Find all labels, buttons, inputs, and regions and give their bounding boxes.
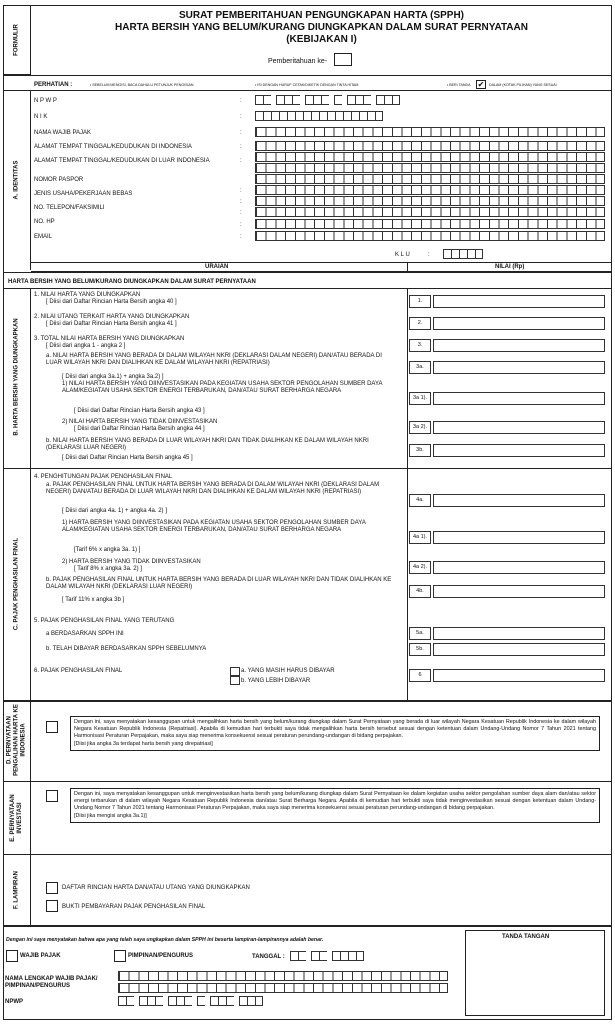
email-input[interactable] [255, 231, 605, 241]
c6-value[interactable] [433, 669, 605, 682]
section-c-value-divider [407, 468, 408, 700]
npwp-label: N P W P [34, 98, 57, 104]
jenis-usaha-colon: : [240, 199, 242, 205]
nik-label: N I K [34, 114, 48, 120]
c4a-value[interactable] [433, 494, 605, 507]
b3a2-number: 3a 2). [409, 421, 431, 434]
lampiran-1-label: DAFTAR RINCIAN HARTA DAN/ATAU UTANG YANG DIUNGKAPKAN [62, 885, 250, 891]
b3a-text: a. NILAI HARTA BERSIH YANG BERADA DI DALAM WILAYAH NKRI (DEKLARASI DALAM NEGERI) DAN/ATAU BERADA DI LUAR WILAYAH NKRI DAN DIALIHKAN KE DALAM WILAYAH NKRI (REPATRIASI) [46, 353, 382, 366]
check-example-box: ✔ [477, 80, 485, 89]
perhatian-note-3: • BERI TANDA [447, 83, 471, 87]
hp-input[interactable] [255, 219, 605, 229]
b3a1-sub: [ Diisi dari Daftar Rincian Harta Bersih angka 43 ] [74, 408, 205, 414]
b2-text: 2. NILAI UTANG TERKAIT HARTA YANG DIUNGKAPKAN [34, 314, 190, 320]
section-c-label: C. PAJAK PENGHASILAN FINAL [13, 537, 20, 631]
c5a-number: 5a. [409, 627, 431, 640]
title-line-3: (KEBIJAKAN I) [286, 34, 357, 45]
section-e-note: [Diisi jika mengisi angka 3a.1)] [74, 812, 147, 819]
npwp-colon: : [240, 98, 242, 104]
nama-input[interactable] [255, 127, 605, 137]
alamat-luar-input-2[interactable] [255, 174, 605, 184]
hp-colon: : [240, 222, 242, 228]
perhatian-label: PERHATIAN : [34, 82, 73, 88]
nik-colon: : [240, 114, 242, 120]
b2-number: 2. [409, 317, 431, 330]
c5-text: 5. PAJAK PENGHASILAN FINAL YANG TERUTANG [34, 618, 175, 624]
jenis-usaha-label: JENIS USAHA/PEKERJAAN BEBAS [34, 191, 133, 197]
b3a1-number: 3a 1). [409, 392, 431, 405]
perhatian-divider [3, 90, 612, 91]
nilai-header-divider [407, 262, 408, 272]
alamat-dalam-input-2[interactable] [255, 152, 605, 162]
pemberitahuan-label: Pemberitahuan ke- [268, 58, 328, 65]
nama-lengkap-input-2[interactable] [118, 983, 448, 993]
klu-label: K L U [395, 252, 410, 258]
telepon-label: NO. TELEPON/FAKSIMILI [34, 205, 105, 211]
alamat-luar-input-1[interactable] [255, 163, 605, 173]
b1-value[interactable] [433, 295, 605, 308]
c6a-label: a. YANG MASIH HARUS DIBAYAR [241, 668, 335, 674]
c4a2-number: 4a 2). [409, 561, 431, 574]
uraian-header: URAIAN [205, 264, 229, 270]
b3-number: 3. [409, 339, 431, 352]
b3b-value[interactable] [433, 444, 605, 457]
header-title [31, 10, 612, 46]
c6b-label: b. YANG LEBIH DIBAYAR [241, 678, 311, 684]
signature-box[interactable] [465, 930, 605, 1016]
nama-label: NAMA WAJIB PAJAK [34, 130, 92, 136]
section-d-note: [Diisi jika angka 3a terdapat harta bersih yang direpatriasi] [74, 740, 213, 747]
section-e-label [10, 788, 24, 848]
c4a-text: a. PAJAK PENGHASILAN FINAL UNTUK HARTA BERSIH YANG BERADA DI DALAM WILAYAH NKRI (DEKLARASI DALAM NEGERI) DAN/ATAU BERADA DI LUAR WILAYAH NKRI DAN DIALIHKAN KE DALAM WILAYAH NKRI (REPATRIASI) [46, 482, 380, 495]
nama-lengkap-input-1[interactable] [118, 971, 448, 981]
header-divider [3, 75, 612, 76]
c5b-value[interactable] [433, 643, 605, 656]
c4a1-number: 4a 1). [409, 531, 431, 544]
c4a2-text: 2) HARTA BERSIH YANG TIDAK DIINVESTASIKAN [62, 559, 201, 565]
section-d-label-text: D. PERNYATAAN PENGALIHAN HARTA KE INDONESIA [6, 704, 27, 776]
c4b-text: b. PAJAK PENGHASILAN FINAL UNTUK HARTA BERSIH YANG BERADA DI LUAR WILAYAH NKRI DAN TIDAK DIALIHKAN KE DALAM WILAYAH NKRI (DEKLARASI LUAR NEGERI) [46, 577, 392, 590]
email-colon: : [240, 234, 242, 240]
section-f-label: F. LAMPIRAN [13, 871, 20, 909]
b3a2-text: 2) NILAI HARTA BERSIH YANG TIDAK DIINVESTASIKAN [62, 419, 218, 425]
b1-sub: [ Diisi dari Daftar Rincian Harta Bersih angka 40 ] [46, 299, 177, 305]
paspor-label: NOMOR PASPOR [34, 177, 84, 183]
column-header-row [31, 262, 612, 272]
b1-number: 1. [409, 295, 431, 308]
c5b-number: 5b. [409, 643, 431, 656]
alamat-dalam-input-1[interactable] [255, 141, 605, 151]
pimpinan-label: PIMPINAN/PENGURUS [128, 953, 194, 959]
alamat-luar-label: ALAMAT TEMPAT TINGGAL/KEDUDUKAN DI LUAR INDONESIA [34, 158, 210, 164]
c6-number: 6 [409, 669, 431, 682]
alamat-dalam-colon: : [240, 144, 242, 150]
b3b-sub: [ Diisi dari Daftar Rincian Harta Bersih angka 45 ] [62, 455, 193, 461]
section-b-bottom-line [3, 468, 612, 469]
section-d-label [7, 703, 28, 778]
section-d-bottom-line [3, 781, 612, 782]
c6-text: 6. PAJAK PENGHASILAN FINAL [34, 668, 123, 674]
b3a-sub: [ Diisi dari angka 3a.1) + angka 3a.2) ] [62, 374, 164, 380]
alamat-luar-colon: : [240, 158, 242, 164]
paspor-input[interactable] [255, 185, 605, 195]
tanggal-input[interactable] [290, 951, 364, 961]
section-d-statement [70, 716, 600, 751]
nilai-header: NILAI (Rp) [495, 264, 525, 270]
formulir-label: FORMULIR [13, 24, 20, 56]
perhatian-note-1: • SEBELUM MENGISI, BACA DAHULU PETUNJUK PENGISIAN [90, 83, 194, 87]
c6b-option[interactable] [230, 676, 240, 685]
b3-sub: [ Diisi dari angka 1 - angka 2 ] [46, 343, 126, 349]
lampiran-1-checkbox[interactable] [46, 882, 58, 894]
perhatian-note-4: DALAM (KOTAK PILIHAN) YANG SESUAI [489, 83, 557, 87]
email-label: EMAIL [34, 234, 53, 240]
pemberitahuan-input[interactable] [334, 53, 352, 66]
jenis-usaha-input[interactable] [255, 196, 605, 206]
section-d-text: Dengan ini, saya menyatakan kesanggupan untuk mengalihkan harta bersih yang belum/kurang diungkap dalam Surat Pernyataan yang berada di luar wilayah Negara Kesatuan Republik Indonesia ke dalam wilayah Negara Kesatuan Republik Indonesia (Repatriasi). Apabila di kemudian hari terbukti saya tidak mengalihkan harta bersih tersebut sesuai dengan ketentuan dalam Undang-Undang Nomor 7 Tahun 2021 tentang Harmonisasi Peraturan Perpajakan, maka saya siap menerima konsekuensi sesuai peraturan perundang-undangan di bidang perpajakan. [74, 719, 596, 740]
identitas-bottom-line [3, 272, 612, 273]
section-e-bottom-line [3, 854, 612, 855]
c5a-value[interactable] [433, 627, 605, 640]
c4a1-value[interactable] [433, 531, 605, 544]
c4a1-sub: [Tarif 6% x angka 3a. 1) ] [74, 547, 141, 553]
c4b-value[interactable] [433, 585, 605, 598]
wajib-pajak-checkbox[interactable] [6, 950, 18, 962]
b3b-text: b. NILAI HARTA BERSIH YANG BERADA DI LUAR WILAYAH NKRI DAN TIDAK DIALIHKAN KE DALAM WILAYAH NKRI (DEKLARASI LUAR NEGERI) [46, 438, 369, 451]
footer-npwp-label: NPWP [5, 999, 23, 1005]
nama-lengkap-label: NAMA LENGKAP WAJIB PAJAK/ PIMPINAN/PENGURUS [5, 976, 98, 989]
telepon-input[interactable] [255, 207, 605, 217]
b3a1-value[interactable] [433, 392, 605, 405]
nama-colon: : [240, 130, 242, 136]
section-b-value-divider [407, 288, 408, 468]
lampiran-2-label: BUKTI PEMBAYARAN PAJAK PENGHASILAN FINAL [62, 904, 206, 910]
c4-text: 4. PENGHITUNGAN PAJAK PENGHASILAN FINAL [34, 474, 173, 480]
c4a-sub: [ Diisi dari angka 4a. 1) + angka 4a. 2) ] [62, 508, 167, 514]
section-e-text: Dengan ini, saya menyatakan kesanggupan untuk menginvestasikan harta bersih yang belum/kurang diungkap dalam Surat Pernyataan ke dalam kegiatan usaha sektor pengolahan sumber daya alam dan/atau sektor energi terbarukan di dalam wilayah Negara Kesatuan Republik Indonesia dan/atau Surat Berharga Negara. Apabila di kemudian hari terbukti saya tidak menginvestasikan sesuai dengan ketentuan dalam Undang-Undang Nomor 7 Tahun 2021 tentang Harmonisasi Peraturan Perpajakan, maka saya siap menerima konsekuensi sesuai peraturan perundang-undangan di bidang perpajakan. [74, 791, 596, 812]
section-c-bottom-line [3, 700, 612, 702]
b2-sub: [ Diisi dari Daftar Rincian Harta Bersih angka 41 ] [46, 321, 177, 327]
hp-label: NO. HP [34, 219, 55, 225]
c4b-sub: [ Tarif 11% x angka 3b ] [62, 597, 125, 603]
section-b-label: B. HARTA BERSIH YANG DIUNGKAPKAN [13, 318, 20, 436]
c4a1-text: 1) HARTA BERSIH YANG DIINVESTASIKAN PADA KEGIATAN USAHA SEKTOR PENGOLAHAN SUMBER DAYA ALAM/KEGIATAN USAHA SEKTOR ENERGI TERBARUKAN, DAN/ATAU SURAT BERHARGA NEGARA [62, 520, 366, 533]
b3a-value[interactable] [433, 361, 605, 374]
b3a-number: 3a. [409, 361, 431, 374]
telepon-colon: : [240, 210, 242, 216]
section-e-label-text: E. PERNYATAAN INVESTASI [10, 794, 23, 842]
c5a-text: a BERDASARKAN SPPH INI [46, 631, 124, 637]
section-b-heading: HARTA BERSIH YANG BELUM/KURANG DIUNGKAPKAN DALAM SURAT PERNYATAAN [8, 279, 256, 285]
b2-value[interactable] [433, 317, 605, 330]
title-line-2: HARTA BERSIH YANG BELUM/KURANG DIUNGKAPKAN DALAM SURAT PERNYATAAN [115, 22, 528, 33]
lampiran-2-checkbox[interactable] [46, 900, 58, 912]
title-line-1: SURAT PEMBERITAHUAN PENGUNGKAPAN HARTA (SPPH) [179, 10, 464, 21]
c5b-text: b. TELAH DIBAYAR BERDASARKAN SPPH SEBELUMNYA [46, 646, 207, 652]
section-b-heading-line [3, 288, 612, 289]
section-d-checkbox[interactable] [46, 721, 58, 733]
b3-value[interactable] [433, 339, 605, 352]
c4b-number: 4b. [409, 585, 431, 598]
npwp-input[interactable] [255, 95, 400, 105]
paspor-colon: : [240, 188, 242, 194]
pimpinan-checkbox[interactable] [114, 950, 126, 962]
section-e-statement [70, 788, 600, 823]
c4a2-sub: [ Tarif 8% x angka 3a. 2) ] [74, 566, 142, 572]
footer-npwp-input[interactable] [118, 996, 263, 1006]
b1-text: 1. NILAI HARTA YANG DIUNGKAPKAN [34, 292, 141, 298]
identitas-label: A. IDENTITAS [13, 160, 20, 200]
c4a2-value[interactable] [433, 561, 605, 574]
alamat-dalam-label: ALAMAT TEMPAT TINGGAL/KEDUDUKAN DI INDONESIA [34, 144, 192, 150]
b3a2-sub: [ Diisi dari Daftar Rincian Harta Bersih angka 44 ] [74, 426, 205, 432]
signature-label: TANDA TANGAN [502, 934, 550, 940]
klu-input[interactable] [443, 249, 483, 259]
b3a1-text: 1) NILAI HARTA BERSIH YANG DIINVESTASIKAN PADA KEGIATAN USAHA SEKTOR PENGOLAHAN SUMBER DAYA ALAM/KEGIATAN USAHA SEKTOR ENERGI TERBARUKAN, DAN/ATAU SURAT BERHARGA NEGARA [62, 381, 383, 394]
section-f-bottom-line [3, 925, 612, 927]
c4a-number: 4a. [409, 494, 431, 507]
wajib-pajak-label: WAJIB PAJAK [20, 953, 61, 959]
nik-input[interactable] [255, 111, 383, 121]
section-e-checkbox[interactable] [46, 790, 58, 802]
klu-colon: : [428, 252, 430, 258]
c6a-option[interactable] [230, 667, 240, 676]
declaration-text: Dengan ini saya menyatakan bahwa apa yang telah saya ungkapkan dalam SPPH ini beserta lampiran-lampirannya adalah benar. [6, 937, 324, 943]
tanggal-label: TANGGAL : [252, 954, 285, 960]
b3b-number: 3b. [409, 444, 431, 457]
perhatian-note-2: • ISI DENGAN HURUF CETAK/DIKETIK DENGAN TINTA HITAM [255, 83, 359, 87]
b3-text: 3. TOTAL NILAI HARTA BERSIH YANG DIUNGKAPKAN [34, 336, 185, 342]
b3a2-value[interactable] [433, 421, 605, 434]
